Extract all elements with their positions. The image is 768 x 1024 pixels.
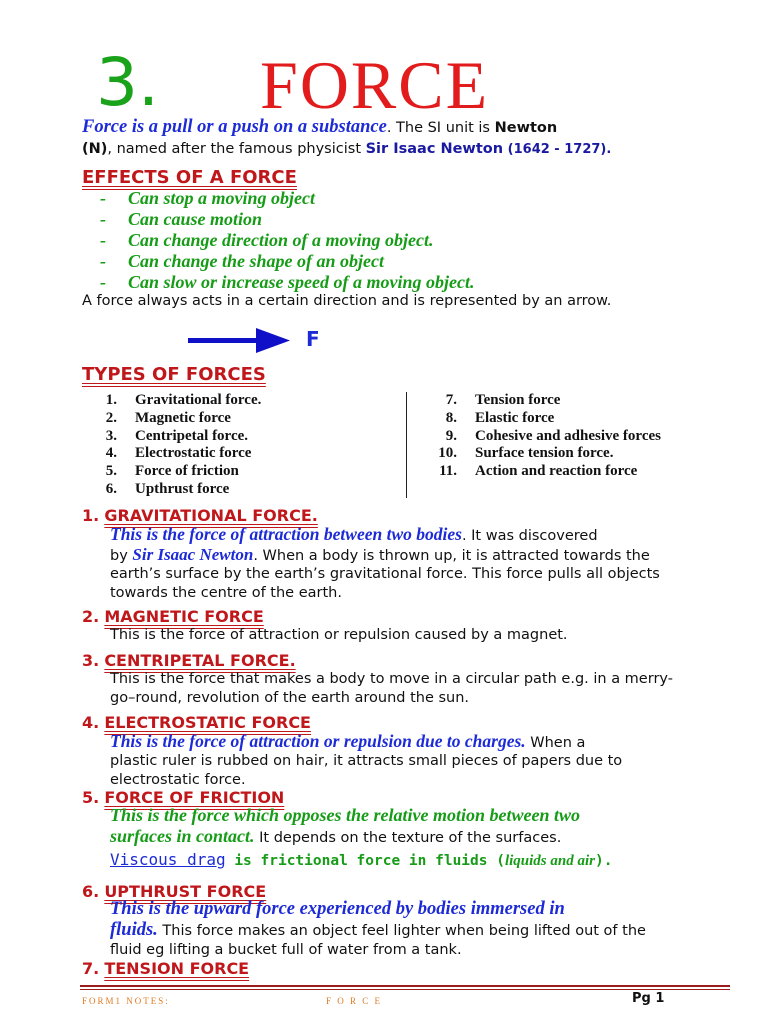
unit-symbol: (N) xyxy=(82,141,108,157)
force-arrow-label: F xyxy=(306,327,320,351)
section-gravitational: 1. GRAVITATIONAL FORCE. xyxy=(82,506,318,525)
section-magnetic: 2. MAGNETIC FORCE xyxy=(82,607,264,626)
list-item: 8. Elastic force xyxy=(445,409,555,426)
force-definition: Force is a pull or a push on a substance xyxy=(82,117,387,137)
section-electrostatic: 4. ELECTROSTATIC FORCE xyxy=(82,713,311,732)
types-list-left xyxy=(80,392,261,499)
footer-rule xyxy=(80,989,730,990)
physicist-dates: (1642 - 1727). xyxy=(507,142,612,157)
column-divider xyxy=(406,392,407,498)
list-item: - Can stop a moving object xyxy=(100,188,316,208)
effects-heading: EFFECTS OF A FORCE xyxy=(82,167,297,188)
section-heading: ELECTROSTATIC FORCE xyxy=(104,713,311,732)
types-list-right xyxy=(420,392,661,481)
section-tension: 7. TENSION FORCE xyxy=(82,959,250,978)
physicist-name: Sir Isaac Newton xyxy=(365,141,504,157)
section-heading: MAGNETIC FORCE xyxy=(104,607,264,626)
section-friction-body: This is the force which opposes the relative motion between two surfaces in contact. It depends on the texture of the surfaces. Viscous drag is frictional force in fluids (liquids and air). xyxy=(110,805,613,869)
section-heading: UPTHRUST FORCE xyxy=(104,882,267,901)
force-arrow-icon xyxy=(186,326,296,356)
section-friction: 5. FORCE OF FRICTION xyxy=(82,788,285,807)
footer-center: F O R C E xyxy=(326,996,383,1006)
list-item: 1. Gravitational force. xyxy=(105,392,262,408)
list-item: 9. Cohesive and adhesive forces xyxy=(445,427,661,444)
intro-paragraph: Force is a pull or a push on a substance. The SI unit is Newton (N), named after the famous physicist Sir Isaac Newton (1642 - 1727). xyxy=(82,117,612,157)
list-item: - Can change direction of a moving object. xyxy=(100,230,434,250)
footer-left: FORM1 NOTES: xyxy=(82,996,170,1006)
list-item: - Can cause motion xyxy=(100,209,263,229)
list-item: 6. Upthrust force xyxy=(105,480,230,497)
arrow-sentence: A force always acts in a certain direction and is represented by an arrow. xyxy=(82,293,612,309)
list-item: 11. Action and reaction force xyxy=(439,463,638,480)
section-heading: CENTRIPETAL FORCE. xyxy=(104,651,296,670)
section-upthrust: 6. UPTHRUST FORCE xyxy=(82,882,267,901)
list-item: - Can change the shape of an object xyxy=(100,251,385,271)
section-heading: TENSION FORCE xyxy=(104,959,250,978)
viscous-drag-term: Viscous drag xyxy=(110,850,226,869)
list-item: 3. Centripetal force. xyxy=(105,427,249,444)
section-centripetal-body: This is the force that makes a body to move in a circular path e.g. in a merry- go–round, revolution of the earth around the sun. xyxy=(110,671,673,706)
footer-rule xyxy=(80,985,730,987)
chapter-number: 3. xyxy=(96,44,159,121)
section-heading: FORCE OF FRICTION xyxy=(104,788,285,807)
list-item: 2. Magnetic force xyxy=(105,409,231,426)
unit-name: Newton xyxy=(494,120,558,136)
effects-list xyxy=(100,188,474,293)
list-item: - Can slow or increase speed of a moving object. xyxy=(100,272,475,292)
list-item: 4. Electrostatic force xyxy=(105,445,252,462)
section-magnetic-body: This is the force of attraction or repulsion caused by a magnet. xyxy=(110,627,568,643)
section-upthrust-body: This is the upward force experienced by bodies immersed in fluids. This force makes an object feel lighter when being lifted out of the fluid eg lifting a bucket full of water from a tank. xyxy=(110,899,646,958)
page-number: Pg 1 xyxy=(632,991,665,1006)
chapter-title: FORCE xyxy=(260,47,490,123)
section-centripetal: 3. CENTRIPETAL FORCE. xyxy=(82,651,296,670)
list-item: 10. Surface tension force. xyxy=(438,445,614,462)
list-item: 7. Tension force xyxy=(445,392,561,408)
types-heading: TYPES OF FORCES xyxy=(82,364,266,385)
list-item: 5. Force of friction xyxy=(105,463,239,480)
section-gravitational-body: This is the force of attraction between two bodies. It was discovered by Sir Isaac Newton. When a body is thrown up, it is attracted towards the earth’s surface by the earth’s gravitational force. This force pulls all objects towards the centre of the earth. xyxy=(110,524,660,601)
section-electrostatic-body: This is the force of attraction or repulsion due to charges. When a plastic ruler is rubbed on hair, it attracts small pieces of papers due to electrostatic force. xyxy=(110,731,623,788)
section-heading: GRAVITATIONAL FORCE. xyxy=(104,506,318,525)
